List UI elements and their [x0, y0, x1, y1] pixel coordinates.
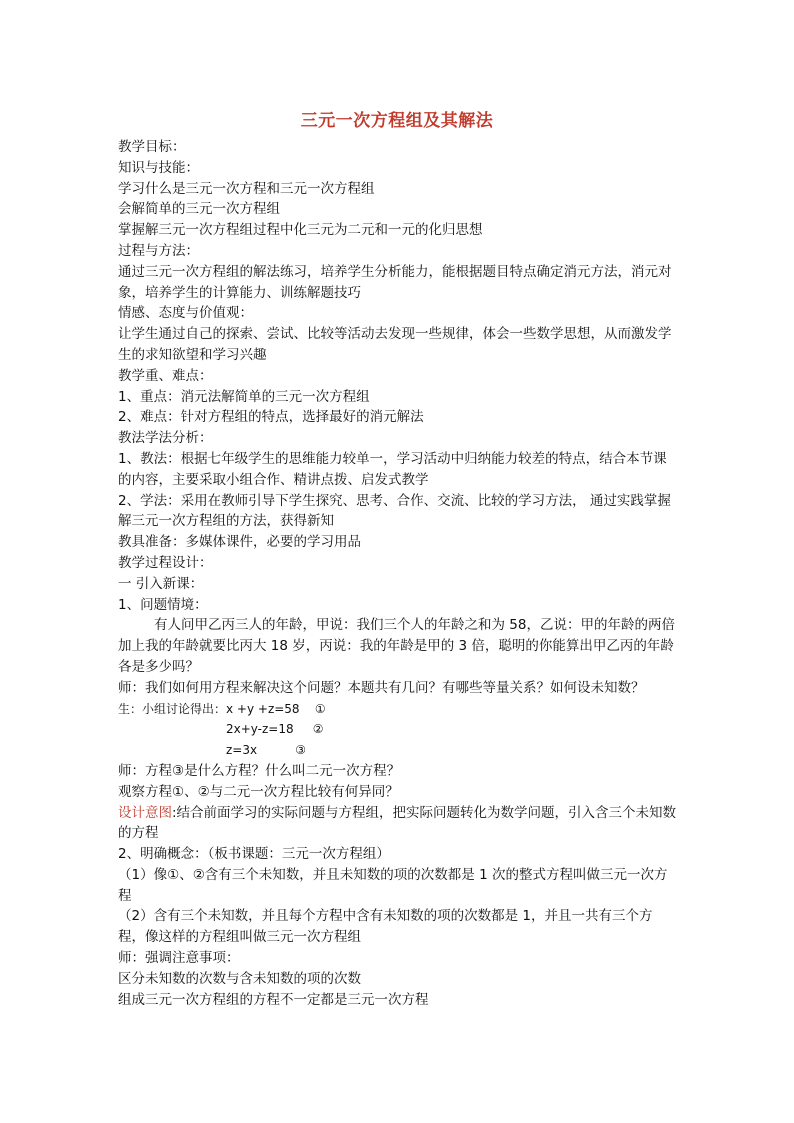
text-line: 知识与技能： — [118, 159, 199, 176]
text-paragraph: 让学生通过自己的探索、尝试、比较等活动去发现一些规律，体会一些数学思想，从而激发学生的求知欲望和学习兴趣 — [118, 326, 672, 363]
text-line: 过程与方法： — [118, 242, 199, 259]
text-line: 1、问题情境： — [118, 596, 208, 613]
text-line: 师：强调注意事项： — [118, 950, 240, 967]
text-line: 2、难点：针对方程组的特点，选择最好的消元解法 — [118, 409, 424, 426]
text-line: 情感、态度与价值观： — [118, 305, 253, 322]
text-line: 会解简单的三元一次方程组 — [118, 201, 280, 218]
text-line: 一 引入新课： — [118, 575, 204, 592]
text-paragraph: 2、学法：采用在教师引导下学生探究、思考、合作、交流、比较的学习方法， 通过实践掌握解三元一次方程组的方法，获得新知 — [118, 492, 671, 530]
design-intent-paragraph — [118, 803, 678, 845]
text-line: 1、重点：消元法解简单的三元一次方程组 — [118, 388, 370, 405]
text-line: 师：我们如何用方程来解决这个问题？本题共有几问？有哪些等量关系？如何设未知数？ — [118, 679, 645, 696]
text-paragraph: 1、教法：根据七年级学生的思维能力较单一，学习活动中归纳能力较差的特点，结合本节课的内容，主要采取小组合作、精讲点拨、启发式教学 — [118, 450, 667, 488]
text-paragraph: 有人问甲乙丙三人的年龄，甲说：我们三个人的年龄之和为 58，乙说：甲的年龄的两倍加上我的年龄就要比丙大 18 岁，丙说：我的年龄是甲的 3 倍，聪明的你能算出甲乙丙的年龄各是多少吗？ — [118, 617, 675, 675]
text-paragraph: （2）含有三个未知数，并且每个方程中含有未知数的项的次数都是 1，并且一共有三个方程，像这样的方程组叫做三元一次方程组 — [118, 908, 653, 946]
design-intent-label: 设计意图 — [118, 804, 172, 821]
text-paragraph: 通过三元一次方程组的解法练习，培养学生分析能力，能根据题目特点确定消元方法，消元对象，培养学生的计算能力、训练解题技巧 — [118, 263, 672, 301]
text-line: 观察方程①、②与二元一次方程比较有何异同？ — [118, 783, 399, 800]
text-line: 教法学法分析： — [118, 430, 213, 447]
text-line: 教学目标： — [118, 139, 186, 155]
text-line: 掌握解三元一次方程组过程中化三元为二元和一元的化归思想 — [118, 222, 483, 239]
equation-line-1: 生：小组讨论得出：x +y +z=58 ① — [118, 701, 326, 716]
text-line: 2、明确概念：（板书课题：三元一次方程组） — [118, 846, 390, 863]
text-line: 学习什么是三元一次方程和三元一次方程组 — [118, 180, 375, 197]
equation-line-3: z=3x ③ — [226, 743, 306, 758]
equation-line-2: 2x+y-z=18 ② — [226, 722, 324, 737]
text-line: 区分未知数的次数与含未知数的项的次数 — [118, 970, 361, 987]
text-line: 师：方程③是什么方程？什么叫二元一次方程？ — [118, 762, 401, 779]
text-line: 教具准备：多媒体课件，必要的学习用品 — [118, 534, 361, 551]
text-line: 教学过程设计： — [118, 554, 213, 571]
text-line: 教学重、难点： — [118, 367, 213, 384]
document-body — [118, 137, 678, 1010]
text-line: 组成三元一次方程组的方程不一定都是三元一次方程 — [118, 991, 429, 1008]
document-title: 三元一次方程组及其解法 — [300, 111, 494, 131]
design-intent-text: :结合前面学习的实际问题与方程组，把实际问题转化为数学问题，引入含三个未知数的方程 — [118, 804, 677, 842]
text-paragraph: （1）像①、②含有三个未知数，并且未知数的项的次数都是 1 次的整式方程叫做三元一次方程 — [118, 866, 668, 904]
